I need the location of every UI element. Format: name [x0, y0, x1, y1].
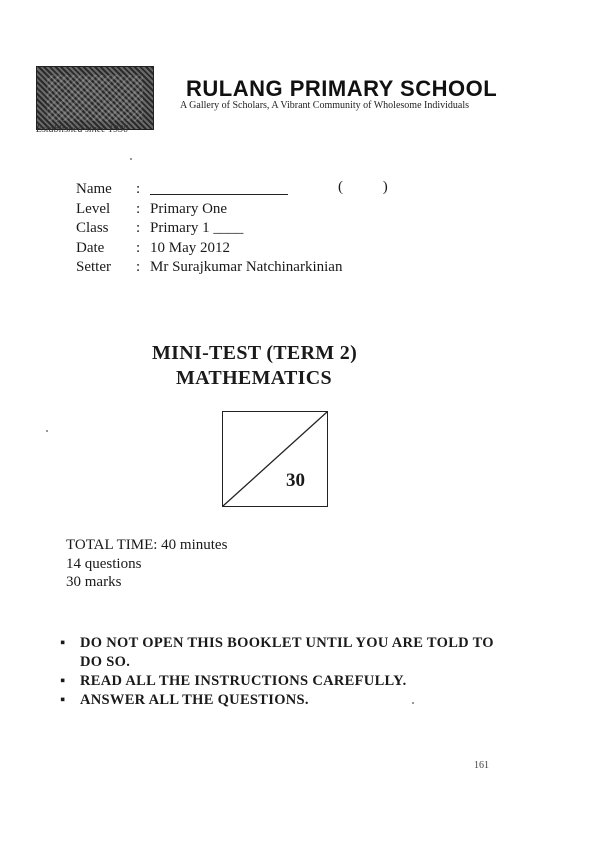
- date-value: 10 May 2012: [150, 239, 230, 256]
- bullet-icon: ▪: [60, 692, 66, 708]
- page-mark: 161: [474, 760, 489, 771]
- speck: [412, 702, 414, 704]
- school-logo: [36, 66, 154, 130]
- register-number-parens: ( ): [338, 179, 406, 195]
- subject-title: MATHEMATICS: [176, 367, 332, 389]
- instruction-item: [60, 691, 500, 710]
- instruction-text: DO NOT OPEN THIS BOOKLET UNTIL YOU ARE TOLD TO DO SO.: [80, 635, 494, 670]
- name-label: Name: [76, 181, 112, 197]
- student-info: [76, 180, 342, 278]
- setter-label: Setter: [76, 259, 111, 275]
- name-colon: :: [136, 181, 141, 197]
- total-time: TOTAL TIME: 40 minutes: [66, 537, 228, 553]
- total-marks: 30 marks: [66, 574, 122, 590]
- class-colon: :: [136, 220, 141, 236]
- setter-row: [76, 258, 342, 278]
- question-count: 14 questions: [66, 555, 142, 572]
- class-row: [76, 219, 342, 239]
- date-label: Date: [76, 239, 105, 256]
- score-diagonal: [223, 412, 327, 506]
- instruction-text: ANSWER ALL THE QUESTIONS.: [80, 692, 309, 708]
- setter-value: Mr Surajkumar Natchinarkinian: [150, 259, 343, 275]
- level-value: Primary One: [150, 200, 228, 217]
- instruction-item: [60, 672, 500, 691]
- speck: [46, 430, 48, 432]
- instructions-list: [60, 634, 500, 710]
- name-field[interactable]: [150, 180, 288, 195]
- bullet-icon: ▪: [60, 673, 66, 689]
- level-label: Level: [76, 200, 111, 217]
- bullet-icon: ▪: [60, 635, 66, 651]
- test-title: MINI-TEST (TERM 2): [152, 342, 358, 364]
- school-motto: A Gallery of Scholars, A Vibrant Community of Wholesome Individuals: [180, 100, 469, 111]
- time-info: [66, 536, 227, 592]
- date-colon: :: [136, 239, 141, 256]
- class-label: Class: [76, 220, 109, 236]
- level-row: [76, 200, 342, 220]
- level-colon: :: [136, 200, 141, 217]
- class-value: Primary 1 ____: [150, 220, 244, 236]
- score-box: [222, 411, 328, 507]
- score-total: 30: [286, 470, 305, 491]
- name-row: [76, 180, 342, 200]
- setter-colon: :: [136, 259, 141, 275]
- speck: [130, 158, 132, 160]
- established-text: Established since 1930: [36, 124, 129, 135]
- instruction-item: [60, 634, 500, 672]
- date-row: [76, 239, 342, 259]
- instruction-text: READ ALL THE INSTRUCTIONS CAREFULLY.: [80, 673, 407, 689]
- school-name: RULANG PRIMARY SCHOOL: [186, 76, 498, 101]
